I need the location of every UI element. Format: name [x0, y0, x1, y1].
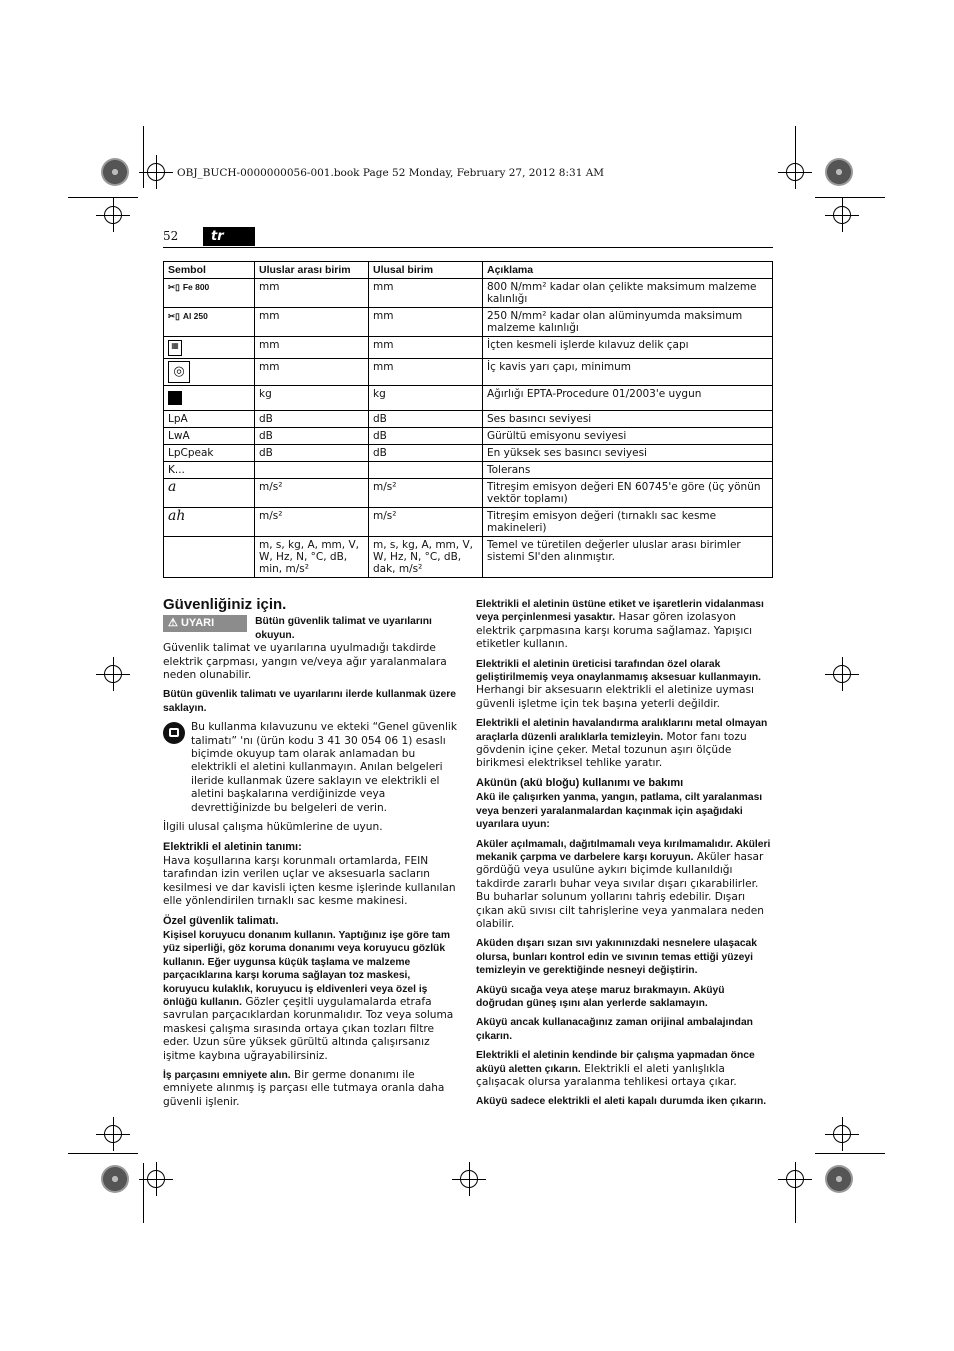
table-cell: Ağırlığı EPTA-Procedure 01/2003'e uygun [483, 386, 773, 411]
warning-text: Güvenlik talimat ve uyarılarına uyulmadığı takdirde elektrik çarpması, yangın ve/veya ağır yaralanmalara neden olunabilir. [163, 642, 447, 682]
curve-radius-icon: ◎ [168, 361, 190, 383]
battery-leak-paragraph: Aküden dışarı sızan sıvı yakınınızdaki nesnelere ulaşacak olursa, bunları kontrol edin ve sıvının temas ettiği yüzeyi temizleyin ve gerektiğinde nesneyi değiştirin. [476, 938, 758, 977]
table-row [164, 445, 773, 462]
crosshair-mark [147, 1170, 165, 1188]
symbol-cell: LpCpeak [164, 445, 255, 462]
crosshair-mark [833, 1125, 851, 1143]
table-row [164, 411, 773, 428]
column-header: Açıklama [483, 262, 773, 279]
table-header-row [164, 262, 773, 279]
registration-disc-bottom-right [825, 1165, 853, 1193]
table-cell: dB [369, 428, 483, 445]
table-cell: 800 N/mm² kadar olan çelikte maksimum malzeme kalınlığı [483, 279, 773, 308]
table-cell [369, 462, 483, 479]
ppe-paragraph: Kişisel koruyucu donanım kullanın. Yaptığınız işe göre tam yüz siperliği, göz koruma donanımı veya koruyucu gözlük kullanın. Eğer uygunsa küçük taşlama ve malzeme parçacıklarına karşı koruma sağlayan toz maskesi, koruyucu kulaklık, koruyucu iş eldivenleri veya özel iş önlüğü kullanın. Gözler çeşitli uygulamalarda etrafa savrulan parçacıklardan korunmalıdır. Toz veya soluma maskesi çalışma sırasında ortaya çıkan tozları filtre eder. Uzun süre yüksek gürültü altında çalışırsanız işitme kaybına uğrayabilirsiniz. [163, 929, 454, 1062]
registration-disc-top-right [825, 158, 853, 186]
crosshair-mark [104, 665, 122, 683]
table-cell: Tolerans [483, 462, 773, 479]
crosshair-mark [833, 665, 851, 683]
table-cell: Gürültü emisyonu seviyesi [483, 428, 773, 445]
warning-triangle-icon: ⚠ [168, 617, 178, 630]
table-row [164, 359, 773, 386]
table-cell: mm [255, 279, 369, 308]
column-header: Ulusal birim [369, 262, 483, 279]
registration-disc-top-left [101, 158, 129, 186]
warning-bold-text: Bütün güvenlik talimat ve uyarılarını okuyun. [255, 616, 432, 641]
special-safety-heading: Özel güvenlik talimatı. [163, 914, 279, 927]
print-header-note: OBJ_BUCH-0000000056-001.book Page 52 Monday, February 27, 2012 8:31 AM [177, 167, 605, 179]
table-cell: mm [255, 308, 369, 337]
crop-line [815, 197, 885, 198]
symbol-cell [164, 359, 255, 386]
weight-icon [168, 391, 182, 405]
crop-line [143, 126, 144, 188]
table-cell: mm [369, 279, 483, 308]
table-cell: m/s² [369, 508, 483, 537]
table-row [164, 508, 773, 537]
table-cell: m/s² [255, 479, 369, 508]
steel-cut-icon: ✂▯ [168, 282, 180, 292]
table-row [164, 537, 773, 578]
table-cell: mm [369, 337, 483, 359]
table-row [164, 308, 773, 337]
table-cell: dB [369, 411, 483, 428]
table-cell: dB [255, 411, 369, 428]
header-rule [163, 247, 773, 248]
language-tag: tr [203, 227, 255, 246]
table-cell: 250 N/mm² kadar olan alüminyumda maksimum malzeme kalınlığı [483, 308, 773, 337]
table-cell: Titreşim emisyon değeri EN 60745'e göre (üç yönün vektör toplamı) [483, 479, 773, 508]
table-cell: m/s² [255, 508, 369, 537]
symbol-cell [164, 537, 255, 578]
warning-badge: ⚠ UYARI [163, 615, 247, 632]
symbol-cell: ✂▯ Al 250 [164, 308, 255, 337]
crop-line [68, 1153, 138, 1154]
national-rules-text: İlgili ulusal çalışma hükümlerine de uyun. [163, 821, 383, 834]
table-cell: m, s, kg, A, mm, V, W, Hz, N, °C, dB, min, m/s² [255, 537, 369, 578]
pilot-hole-icon: ▦ [168, 340, 182, 356]
crop-line [68, 197, 138, 198]
battery-heading: Akünün (akü bloğu) kullanımı ve bakımı [476, 776, 684, 789]
table-row [164, 337, 773, 359]
ventilation-paragraph: Elektrikli el aletinin havalandırma aralıklarını metal olmayan araçlarla düzenli aralıklarla temizleyin. Motor fanı tozu gövdenin içine çeker. Metal tozunun aşırı ölçüde birikmesi elektriksel tehlike yaratır. [476, 718, 768, 770]
table-cell: m, s, kg, A, mm, V, W, Hz, N, °C, dB, dak, m/s² [369, 537, 483, 578]
table-cell: İç kavis yarı çapı, minimum [483, 359, 773, 386]
symbol-cell: ah [164, 508, 255, 537]
keep-instructions-text: Bütün güvenlik talimatı ve uyarılarını ilerde kullanmak üzere saklayın. [163, 689, 456, 714]
accessories-paragraph: Elektrikli el aletinin üreticisi tarafından özel olarak geliştirilmemiş veya onaylanmamış aksesuar kullanmayın. Herhangi bir aksesuarın elektrikli el aletinize uyması güvenli işletme için tek başına yeterli değildir. [476, 658, 762, 710]
battery-remove-paragraph: Elektrikli el aletinin kendinde bir çalışma yapmadan önce aküyü aletten çıkarın. Elektrikli el aleti yanlışlıkla çalışacak olursa yaralanma tehlikesi ortaya çıkar. [476, 1050, 755, 1088]
crop-line [143, 1163, 144, 1223]
description-heading: Elektrikli el aletinin tanımı: [163, 840, 302, 853]
battery-packaging-paragraph: Aküyü ancak kullanacağınız zaman orijinal ambalajından çıkarın. [476, 1017, 753, 1042]
warning-block [163, 615, 459, 642]
symbol-cell [164, 337, 255, 359]
table-cell: Titreşim emisyon değeri (tırnaklı sac kesme makineleri) [483, 508, 773, 537]
column-header: Uluslar arası birim [255, 262, 369, 279]
symbol-cell: LwA [164, 428, 255, 445]
table-row [164, 428, 773, 445]
table-row [164, 386, 773, 411]
table-cell: dB [369, 445, 483, 462]
symbol-cell: a [164, 479, 255, 508]
battery-heat-paragraph: Aküyü sıcağa veya ateşe maruz bırakmayın. Aküyü doğrudan güneş ışını alan yerlerde saklamayın. [476, 984, 725, 1009]
battery-switched-off-paragraph: Aküyü sadece elektrikli el aleti kapalı durumda iken çıkarın. [476, 1096, 767, 1108]
table-cell: mm [369, 308, 483, 337]
symbol-cell: K... [164, 462, 255, 479]
crosshair-mark [104, 1125, 122, 1143]
crosshair-mark [147, 163, 165, 181]
registration-disc-bottom-left [101, 1165, 129, 1193]
symbol-cell [164, 386, 255, 411]
symbol-cell: LpA [164, 411, 255, 428]
table-cell: dB [255, 428, 369, 445]
table-cell: mm [255, 337, 369, 359]
table-cell: dB [255, 445, 369, 462]
section-title: Güvenliğiniz için. [163, 596, 287, 613]
table-cell: mm [255, 359, 369, 386]
column-header: Sembol [164, 262, 255, 279]
symbol-cell: ✂▯ Fe 800 [164, 279, 255, 308]
read-manual-icon [163, 722, 185, 744]
crop-line [795, 126, 796, 188]
labels-paragraph: Elektrikli el aletinin üstüne etiket ve işaretlerin vidalanması veya perçinlenmesi yasaktır. Hasar gören izolasyon elektrik çarpmasına karşı koruma sağlamaz. Yapışıcı etiketler kullanın. [476, 599, 764, 651]
table-cell: kg [369, 386, 483, 411]
right-column [476, 598, 773, 1115]
manual-note-text: Bu kullanma kılavuzunu ve ekteki “Genel güvenlik talimatı” 'nı (ürün kodu 3 41 30 054 06 1) esaslı biçimde okuyup tam olarak anlamadan bu elektrikli el aletini kullanmayın. Anılan belgeleri ileride kullanmak üzere saklayın ve elektrikli el aletini başkalarına verdiğinizde veya devrettiğinizde bu belgeleri de verin. [191, 721, 457, 814]
symbol-table [163, 261, 773, 578]
description-text: Hava koşullarına karşı korunmalı ortamlarda, FEIN tarafından izin verilen uçlar ve aksesuarla sacların kesilmesi ve dar kavisli içten kesme işlerinde kullanılan elle yönlendirilen tırnaklı sac kesme makinesi. [163, 854, 456, 908]
table-cell: Ses basıncı seviyesi [483, 411, 773, 428]
manual-note [163, 721, 459, 821]
table-cell: mm [369, 359, 483, 386]
battery-open-paragraph: Aküler açılmamalı, dağıtılmamalı veya kırılmamalıdır. Aküleri mekanik çarpma ve darbelere karşı koruyun. Aküler hasar gördüğü veya usulüne aykırı biçimde kullanıldığı takdirde zararlı buhar veya sıvılar dışarı çıkarabilirler. Bu buharlar solunum yollarını tahriş edebilir. Dışarı çıkan akü sıvısı cilt tahrişlerine veya yanmalara neden olabilir. [476, 838, 771, 930]
crosshair-mark [460, 1170, 478, 1188]
table-cell [255, 462, 369, 479]
table-cell: En yüksek ses basıncı seviyesi [483, 445, 773, 462]
left-column [163, 598, 459, 1115]
crop-line [795, 1163, 796, 1223]
page-number: 52 [163, 229, 179, 243]
battery-warning-intro: Akü ile çalışırken yanma, yangın, patlama, cilt yaralanması veya benzeri yaralanmalardan kaçınmak için aşağıdaki uyarılara uyun: [476, 792, 763, 831]
table-row [164, 479, 773, 508]
secure-workpiece-paragraph: İş parçasını emniyete alın. Bir germe donanımı ile emniyete alınmış iş parçası elle tutmaya oranla daha güvenli işlenir. [163, 1069, 445, 1108]
table-row [164, 279, 773, 308]
aluminium-cut-icon: ✂▯ [168, 311, 180, 321]
crosshair-mark [833, 206, 851, 224]
table-cell: m/s² [369, 479, 483, 508]
table-row [164, 462, 773, 479]
crosshair-mark [104, 206, 122, 224]
table-cell: kg [255, 386, 369, 411]
table-cell: İçten kesmeli işlerde kılavuz delik çapı [483, 337, 773, 359]
table-cell: Temel ve türetilen değerler uluslar arası birimler sistemi SI'den alınmıştır. [483, 537, 773, 578]
crop-line [815, 1153, 885, 1154]
